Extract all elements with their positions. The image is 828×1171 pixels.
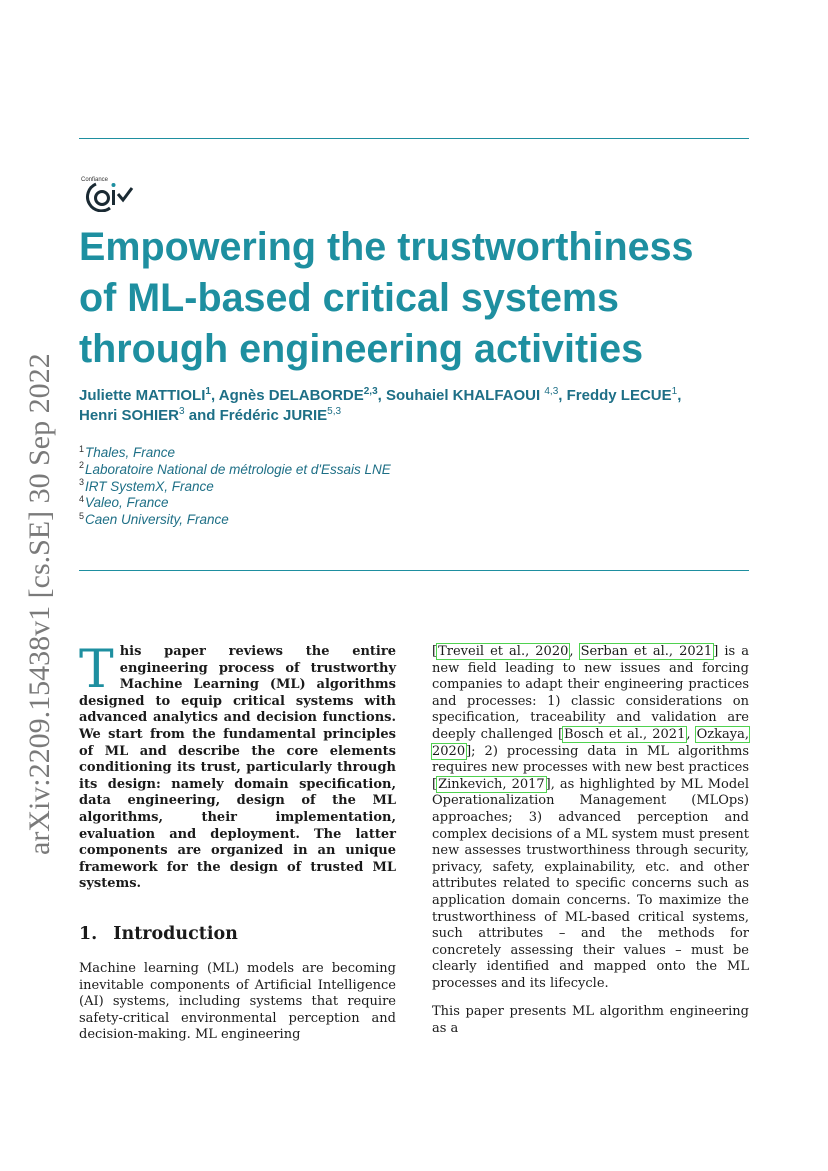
abstract xyxy=(79,640,396,893)
affiliation-item xyxy=(79,495,479,512)
author-name: Juliette MATTIOLI xyxy=(79,387,206,404)
title-line-2: of ML-based critical systems xyxy=(79,276,620,320)
author-affil-sup: 4,3 xyxy=(544,386,559,397)
affiliation-number: 5 xyxy=(79,510,85,521)
author-name: Agnès DELABORDE xyxy=(218,387,364,404)
affiliation-text: Thales, France xyxy=(85,445,176,460)
body-text: ], as highlighted by ML Model Operationalization Management (MLOps) approaches; 3) advanced perception and complex decisions of a ML system must present new assesses trustworthiness through security, privacy, safety, explainability, etc. and other attributes related to specific concerns such as application domain concerns. To maximize the trustworthiness of ML-based critical systems, such attributes – and the methods for concretely assessing their values – must be clearly identified and mapped onto the ML processes and its lifecycle. xyxy=(432,776,749,991)
section-number: 1. xyxy=(79,923,98,944)
affiliation-item xyxy=(79,512,479,529)
citation-link[interactable]: Bosch et al., 2021 xyxy=(564,726,686,742)
affiliation-text: IRT SystemX, France xyxy=(85,478,214,494)
affiliation-text: Laboratoire National de métrologie et d'Essais LNE xyxy=(85,461,391,477)
arxiv-sidebar-stamp: arXiv:2209.15438v1 [cs.SE] 30 Sep 2022 xyxy=(23,353,56,855)
affiliation-number: 3 xyxy=(79,477,85,488)
affiliation-item xyxy=(79,479,479,496)
confiance-ai-logo xyxy=(80,172,136,212)
author-affil-sup: 3 xyxy=(179,406,185,417)
affiliation-list xyxy=(79,445,479,529)
affiliation-text: Valeo, France xyxy=(85,495,169,511)
author-list xyxy=(79,386,769,426)
intro-paragraph-1: Machine learning (ML) models are becoming inevitable components of Artificial Intelligence (AI) systems, including systems that require safety-critical environmental perception and decision-making. ML engineering xyxy=(79,960,396,1043)
author-affil-sup: 1 xyxy=(205,386,211,397)
top-rule xyxy=(79,138,749,139)
section-title: Introduction xyxy=(113,923,238,944)
citation-link[interactable]: Treveil et al., 2020 xyxy=(438,644,569,659)
author-name: Frédéric JURIE xyxy=(219,407,328,424)
author-affil-sup: 2,3 xyxy=(363,386,378,397)
left-column xyxy=(79,640,396,1044)
author-and: and xyxy=(188,407,216,424)
header-bottom-rule xyxy=(79,570,749,571)
author-line-2 xyxy=(79,406,769,426)
affiliation-item xyxy=(79,445,479,462)
abstract-dropcap: T xyxy=(79,640,114,700)
body-text: ]; 2) processing data in ML algorithms requires new processes with new best practices [ xyxy=(432,743,749,792)
abstract-text: his paper reviews the entire engineering process of trustworthy Machine Learning (ML) algorithms designed to equip critical systems with advanced analytics and decision functions. We start from the fundamental principles of ML and describe the core elements conditioning its trust, particularly through its design: namely domain specification, data engineering, design of the ML algorithms, their implementation, evaluation and deployment. The latter components are organized in an unique framework for the design of trusted ML systems. xyxy=(79,644,396,892)
right-column xyxy=(432,644,749,1038)
separator-text: , xyxy=(569,644,580,659)
author-name: Souhaiel KHALFAOUI xyxy=(386,387,541,404)
affiliation-number: 2 xyxy=(79,460,85,471)
citation-link[interactable]: Zinkevich, 2017 xyxy=(438,776,545,792)
affiliation-number: 4 xyxy=(79,493,85,504)
author-affil-sup: 1 xyxy=(671,386,678,397)
affiliation-item xyxy=(79,462,479,479)
bracket-text: [ xyxy=(432,644,438,659)
author-affil-sup: 5,3 xyxy=(327,406,342,417)
paper-title xyxy=(79,222,759,375)
affiliation-text: Caen University, France xyxy=(85,512,229,528)
svg-text:Confiance: Confiance xyxy=(81,177,109,183)
separator-text: , xyxy=(686,726,696,742)
body-text: ] is a new field leading to new issues and forcing companies to adapt their engineering practices and processes: 1) classic considerations on specification, traceability and validation are deeply challenged [ xyxy=(432,644,749,742)
section-heading-introduction xyxy=(79,923,396,945)
title-line-3: through engineering activities xyxy=(79,327,644,371)
intro-paragraph-continued xyxy=(432,644,749,992)
author-name: Freddy LECUE xyxy=(566,387,672,404)
citation-link[interactable]: Ozkaya, 2020 xyxy=(432,726,750,759)
author-name: Henri SOHIER xyxy=(79,407,180,424)
citation-link[interactable]: Serban et al., 2021 xyxy=(580,644,713,659)
intro-paragraph-2: This paper presents ML algorithm engineering as a xyxy=(432,1004,749,1037)
author-line-1: Juliette MATTIOLI$^1$, Agnès DELABORDE$^{2,3}$, Souhaiel KHALFAOUI $^{4,3}$, Freddy LECUE$^1$, xyxy=(79,386,682,404)
affiliation-number: 1 xyxy=(79,443,85,454)
title-line-1: Empowering the trustworthiness xyxy=(79,225,694,269)
